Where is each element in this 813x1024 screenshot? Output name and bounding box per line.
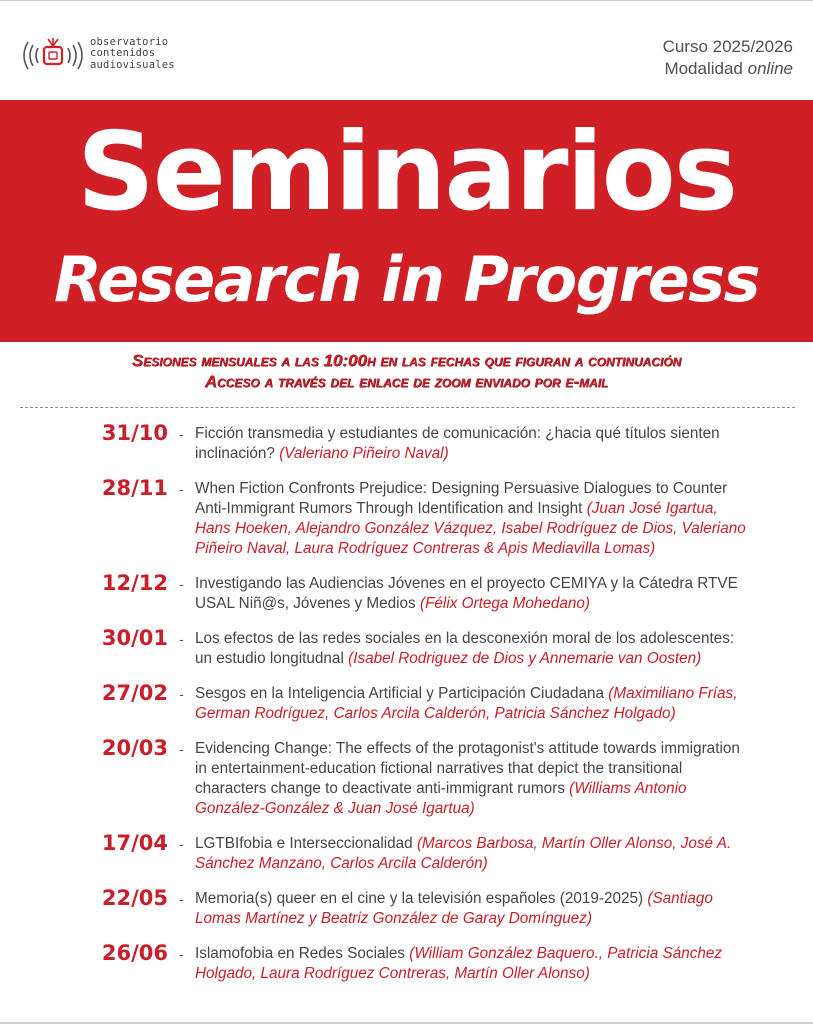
session-description xyxy=(195,419,755,464)
broadcast-tv-icon xyxy=(22,36,84,72)
modality-label: Modalidad xyxy=(664,59,743,78)
logo-wordmark xyxy=(90,37,175,72)
bullet-dash: - xyxy=(179,631,184,647)
session-item xyxy=(0,939,813,984)
top-border xyxy=(0,0,813,1)
session-title: Memoria(s) queer en el cine y la televisión españoles (2019-2025) xyxy=(195,890,644,907)
session-info xyxy=(0,350,813,392)
session-item xyxy=(0,624,813,669)
session-item xyxy=(0,474,813,559)
session-authors: (Félix Ortega Mohedano) xyxy=(419,595,591,612)
session-date: 17/04 xyxy=(101,831,168,855)
session-authors: (Williams Antonio González-González & Juan José Igartua) xyxy=(195,780,687,817)
logo-line: observatorio xyxy=(90,35,169,48)
session-authors: (Maximiliano Frías, German Rodríguez, Carlos Arcila Calderón, Patricia Sánchez Holgado) xyxy=(195,685,738,722)
course-modality xyxy=(663,58,793,80)
session-date: 20/03 xyxy=(101,736,168,760)
info-schedule: Sesiones mensuales a las 10:00h en las fechas que figuran a continuación xyxy=(131,351,682,370)
bullet-dash: - xyxy=(179,946,184,962)
banner-title: Seminarios xyxy=(76,110,737,235)
session-authors: (Valeriano Piñeiro Naval) xyxy=(279,445,449,462)
session-item xyxy=(0,419,813,464)
session-title: Evidencing Change: The effects of the protagonist's attitude towards immigration in entertainment-education fictional narratives that depict the transitional characters change to deactivate anti-immigrant rumors xyxy=(195,740,740,797)
session-date: 26/06 xyxy=(101,941,168,965)
session-date: 30/01 xyxy=(101,626,168,650)
session-authors: (Marcos Barbosa, Martín Oller Alonso, José A. Sánchez Manzano, Carlos Arcila Calderón) xyxy=(195,835,732,872)
session-description xyxy=(195,569,755,614)
session-description xyxy=(195,939,755,984)
bullet-dash: - xyxy=(179,576,184,592)
session-date: 22/05 xyxy=(101,886,168,910)
bullet-dash: - xyxy=(179,891,184,907)
session-date: 12/12 xyxy=(101,571,168,595)
session-title: Investigando las Audiencias Jóvenes en el proyecto CEMIYA y la Cátedra RTVE USAL Niñ@s, Jóvenes y Medios xyxy=(195,575,738,612)
session-description xyxy=(195,474,755,559)
session-date: 31/10 xyxy=(101,421,168,445)
bullet-dash: - xyxy=(179,836,184,852)
session-title: Ficción transmedia y estudiantes de comunicación: ¿hacia qué títulos sienten inclinación? xyxy=(195,425,720,462)
observatorio-logo xyxy=(22,36,175,72)
session-item xyxy=(0,734,813,819)
session-title: When Fiction Confronts Prejudice: Designing Persuasive Dialogues to Counter Anti-Immigrant Rumors Through Identification and Insight xyxy=(195,480,728,517)
session-title: Los efectos de las redes sociales en la desconexión moral de los adolescentes: un estudio longitudnal xyxy=(195,630,735,667)
modality-value: online xyxy=(747,59,793,78)
session-authors: (Isabel Rodriguez de Dios y Annemarie van Oosten) xyxy=(348,650,702,667)
info-access: Acceso a través del enlace de zoom enviado por e-mail xyxy=(204,372,609,391)
logo-line: audiovisuales xyxy=(90,58,175,71)
session-title: Islamofobia en Redes Sociales xyxy=(195,945,406,962)
session-authors: (Juan José Igartua, Hans Hoeken, Alejandro González Vázquez, Isabel Rodríguez de Dios, Valeriano Piñeiro Naval, Laura Rodríguez Contreras & Apis Mediavilla Lomas) xyxy=(195,500,746,557)
session-list xyxy=(0,419,813,994)
dashed-divider xyxy=(20,407,795,408)
session-title: Sesgos en la Inteligencia Artificial y Participación Ciudadana xyxy=(195,685,605,702)
bullet-dash: - xyxy=(179,741,184,757)
bullet-dash: - xyxy=(179,426,184,442)
session-authors: (Santiago Lomas Martínez y Beatriz González de Garay Domínguez) xyxy=(195,890,713,927)
session-item xyxy=(0,569,813,614)
title-banner xyxy=(0,100,813,342)
course-year: Curso 2025/2026 xyxy=(662,37,793,56)
course-info xyxy=(663,36,793,80)
logo-line: contenidos xyxy=(90,47,156,60)
session-description xyxy=(195,734,755,819)
session-description xyxy=(195,884,755,929)
session-item xyxy=(0,884,813,929)
session-authors: (William González Baquero., Patricia Sánchez Holgado, Laura Rodríguez Contreras, Martín Oller Alonso) xyxy=(195,945,723,982)
session-date: 27/02 xyxy=(101,681,168,705)
bullet-dash: - xyxy=(179,481,184,497)
session-item xyxy=(0,829,813,874)
banner-subtitle: Research in Progress xyxy=(53,243,760,316)
session-description xyxy=(195,679,755,724)
session-title: LGTBIfobia e Interseccionalidad xyxy=(195,835,413,852)
session-description xyxy=(195,829,755,874)
session-date: 28/11 xyxy=(101,476,168,500)
bullet-dash: - xyxy=(179,686,184,702)
session-item xyxy=(0,679,813,724)
session-description xyxy=(195,624,755,669)
